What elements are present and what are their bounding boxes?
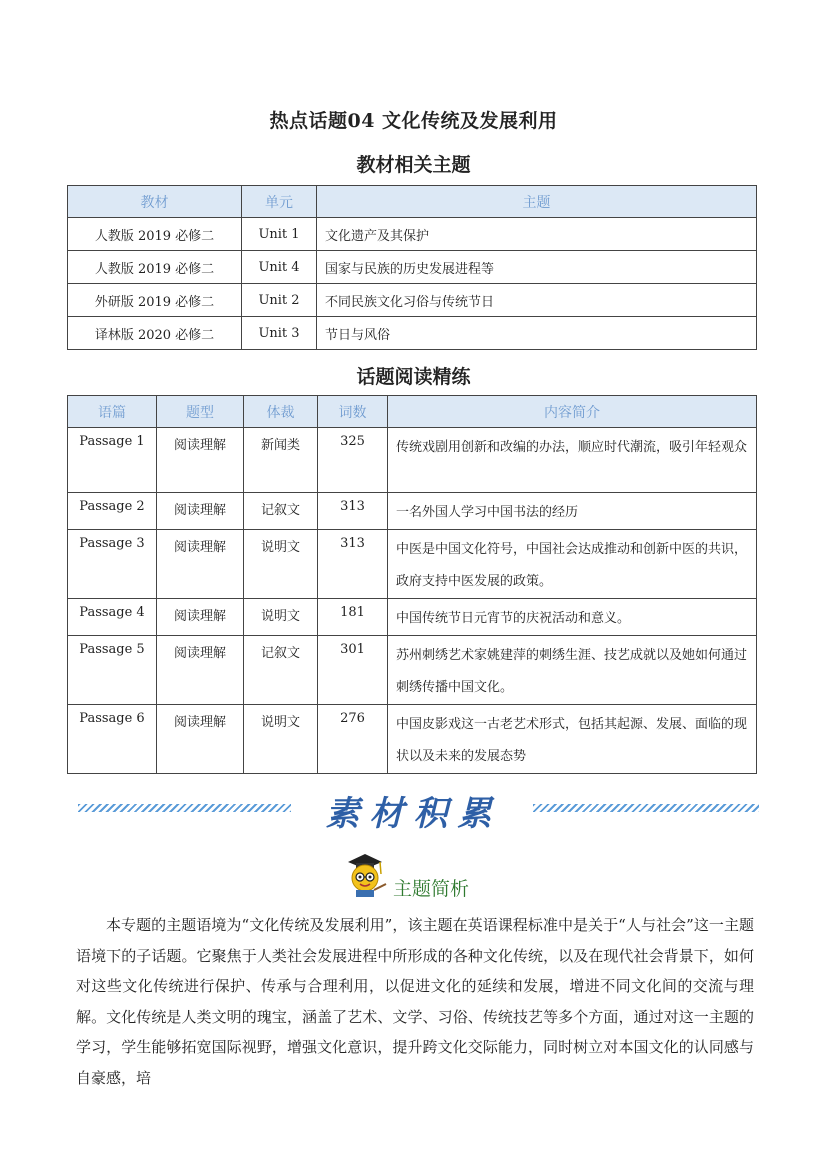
cell-genre: 记叙文 xyxy=(244,493,318,530)
cell-word-count: 276 xyxy=(318,705,388,774)
table-row xyxy=(68,636,757,705)
section2-title: 话题阅读精练 xyxy=(356,366,471,388)
cell-word-count: 181 xyxy=(318,599,388,636)
cell-word-count: 325 xyxy=(318,428,388,493)
cell-genre: 说明文 xyxy=(244,705,318,774)
table-row xyxy=(68,530,757,599)
banner-title: 素材积累 xyxy=(325,794,502,834)
table-row xyxy=(68,705,757,774)
cell-question-type: 阅读理解 xyxy=(157,428,244,493)
cell-topic: 节日与风俗 xyxy=(317,317,757,350)
table-header-row xyxy=(68,396,757,428)
header-genre: 体裁 xyxy=(244,396,318,428)
cell-summary: 中国传统节日元宵节的庆祝活动和意义。 xyxy=(388,599,757,636)
cell-topic: 文化遗产及其保护 xyxy=(317,218,757,251)
cell-summary: 传统戏剧用创新和改编的办法，顺应时代潮流，吸引年轻观众 xyxy=(388,428,757,493)
banner-stripe-left xyxy=(78,804,291,812)
cell-genre: 说明文 xyxy=(244,599,318,636)
material-banner xyxy=(0,784,827,834)
header-textbook: 教材 xyxy=(68,186,242,218)
table-row xyxy=(68,317,757,350)
cell-summary: 一名外国人学习中国书法的经历 xyxy=(388,493,757,530)
header-topic: 主题 xyxy=(317,186,757,218)
cell-unit: Unit 3 xyxy=(242,317,317,350)
cell-textbook: 人教版 2019 必修二 xyxy=(68,218,242,251)
cell-word-count: 313 xyxy=(318,530,388,599)
cell-question-type: 阅读理解 xyxy=(157,636,244,705)
reading-passages-table xyxy=(67,395,757,774)
page-title: 热点话题04 文化传统及发展利用 xyxy=(269,110,558,132)
cell-topic: 国家与民族的历史发展进程等 xyxy=(317,251,757,284)
table-row xyxy=(68,284,757,317)
table-row xyxy=(68,251,757,284)
cell-passage: Passage 4 xyxy=(68,599,157,636)
header-passage: 语篇 xyxy=(68,396,157,428)
cell-passage: Passage 3 xyxy=(68,530,157,599)
textbook-topics-table xyxy=(67,185,757,350)
subhead-label: 主题简析 xyxy=(393,878,470,900)
cell-textbook: 外研版 2019 必修二 xyxy=(68,284,242,317)
cell-passage: Passage 5 xyxy=(68,636,157,705)
cell-textbook: 译林版 2020 必修二 xyxy=(68,317,242,350)
cell-summary: 中国皮影戏这一古老艺术形式，包括其起源、发展、面临的现状以及未来的发展态势 xyxy=(388,705,757,774)
table-row xyxy=(68,599,757,636)
cell-unit: Unit 4 xyxy=(242,251,317,284)
cell-word-count: 301 xyxy=(318,636,388,705)
banner-stripe-right xyxy=(533,804,759,812)
cell-unit: Unit 2 xyxy=(242,284,317,317)
cell-genre: 记叙文 xyxy=(244,636,318,705)
cell-word-count: 313 xyxy=(318,493,388,530)
cell-question-type: 阅读理解 xyxy=(157,599,244,636)
table-row xyxy=(68,428,757,493)
cell-summary: 中医是中国文化符号，中国社会达成推动和创新中医的共识，政府支持中医发展的政策。 xyxy=(388,530,757,599)
topic-paragraph: 本专题的主题语境为“文化传统及发展利用”，该主题在英语课程标准中是关于“人与社会”这一主题语境下的子话题。它聚焦于人类社会发展进程中所形成的各种文化传统，以及在现代社会背景下，如何对这些文化传统进行保护、传承与合理利用，以促进文化的延续和发展，增进不同文化间的交流与理解。文化传统是人类文明的瑰宝，涵盖了艺术、文学、习俗、传统技艺等多个方面，通过对这一主题的学习，学生能够拓宽国际视野，增强文化意识，提升跨文化交际能力，同时树立对本国文化的认同感与自豪感，培 xyxy=(76,916,754,1087)
cell-passage: Passage 1 xyxy=(68,428,157,493)
header-question-type: 题型 xyxy=(157,396,244,428)
cell-genre: 新闻类 xyxy=(244,428,318,493)
section1-title: 教材相关主题 xyxy=(356,154,471,176)
topic-analysis-heading xyxy=(340,850,540,900)
header-word-count: 词数 xyxy=(318,396,388,428)
header-unit: 单元 xyxy=(242,186,317,218)
cell-unit: Unit 1 xyxy=(242,218,317,251)
cell-passage: Passage 2 xyxy=(68,493,157,530)
table-header-row xyxy=(68,186,757,218)
cell-summary: 苏州刺绣艺术家姚建萍的刺绣生涯、技艺成就以及她如何通过刺绣传播中国文化。 xyxy=(388,636,757,705)
table-row xyxy=(68,493,757,530)
cell-question-type: 阅读理解 xyxy=(157,530,244,599)
cell-textbook: 人教版 2019 必修二 xyxy=(68,251,242,284)
table-row xyxy=(68,218,757,251)
cell-question-type: 阅读理解 xyxy=(157,493,244,530)
header-summary: 内容简介 xyxy=(388,396,757,428)
cell-topic: 不同民族文化习俗与传统节日 xyxy=(317,284,757,317)
cell-passage: Passage 6 xyxy=(68,705,157,774)
scholar-mascot-icon xyxy=(340,850,390,900)
cell-genre: 说明文 xyxy=(244,530,318,599)
cell-question-type: 阅读理解 xyxy=(157,705,244,774)
